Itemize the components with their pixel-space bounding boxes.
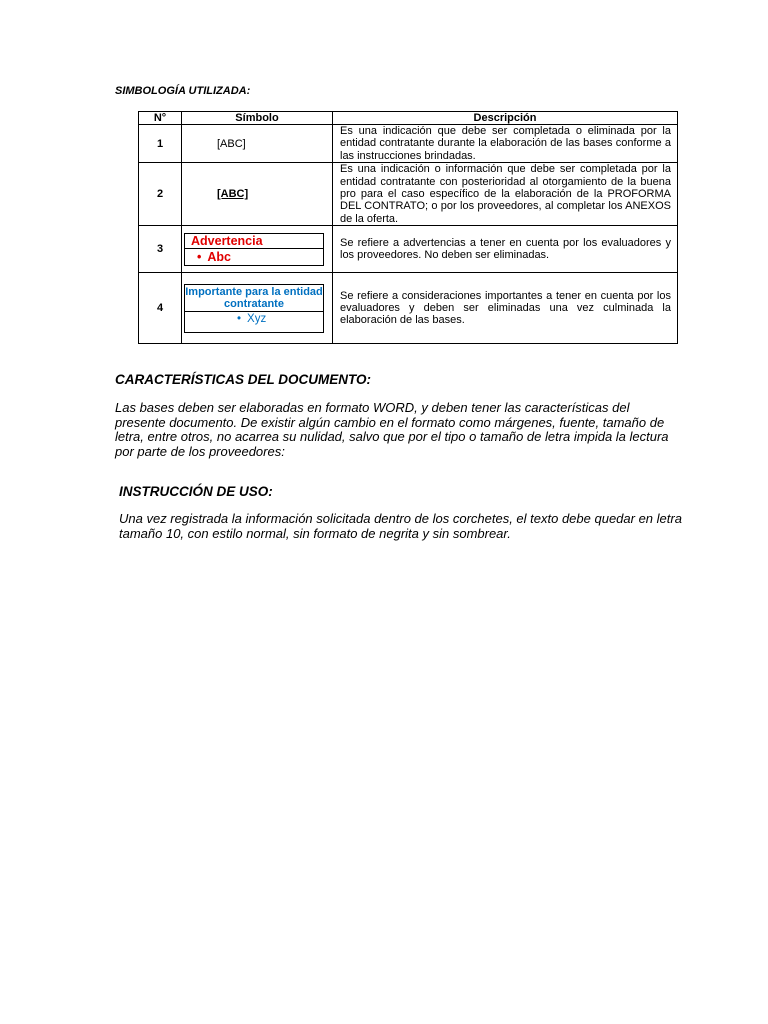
row-num: 2 [139,163,182,226]
advertencia-label: Advertencia [185,234,323,249]
header-num: N° [139,112,182,125]
advertencia-item-text: Abc [207,249,232,264]
importante-item-text: Xyz [247,312,267,325]
simbologia-title: SIMBOLOGÍA UTILIZADA: [115,85,251,97]
table-row [139,125,678,163]
symbol-abc-bold-underlined: [ABC] [182,163,333,226]
symbol-cell [182,226,333,273]
importante-item [185,312,323,332]
instruccion-title: INSTRUCCIÓN DE USO: [119,484,273,499]
importante-box [184,284,324,333]
table-header-row [139,112,678,125]
row-num: 4 [139,273,182,344]
table-row [139,273,678,344]
header-symbol: Símbolo [182,112,333,125]
caracteristicas-paragraph: Las bases deben ser elaboradas en formato WORD, y deben tener las características del presente documento. De existir algún cambio en el formato como márgenes, fuente, tamaño de letra, entre otros, no acarrea su nulidad, salvo que por el tipo o tamaño de letra impida la lectura por parte de los proveedores: [115,400,669,459]
advertencia-item [185,249,323,265]
symbology-table [138,111,678,344]
advertencia-box [184,233,324,266]
row-description: Es una indicación o información que debe ser completada por la entidad contratante con posterioridad al otorgamiento de la buena pro para el caso específico de la elaboración de la PROFORMA DEL CONTRATO; o por los proveedores, al completar los ANEXOS de la oferta. [333,163,678,226]
row-num: 3 [139,226,182,273]
importante-label: Importante para la entidad contratante [185,285,323,310]
table-row [139,226,678,273]
table-row [139,163,678,226]
row-description: Se refiere a consideraciones importantes a tener en cuenta por los evaluadores y deben ser eliminadas una vez culminada la elaboración de las bases. [333,273,678,344]
symbol-cell [182,273,333,344]
header-description: Descripción [333,112,678,125]
symbol-abc-plain: [ABC] [182,125,333,163]
row-description: Es una indicación que debe ser completada o eliminada por la entidad contratante durante la elaboración de las bases conforme a las instrucciones brindadas. [333,125,678,163]
bullet-icon: • [197,249,202,264]
bullet-icon: • [237,312,242,325]
row-num: 1 [139,125,182,163]
row-description: Se refiere a advertencias a tener en cuenta por los evaluadores y los proveedores. No deben ser eliminadas. [333,226,678,273]
caracteristicas-title: CARACTERÍSTICAS DEL DOCUMENTO: [115,372,372,387]
instruccion-paragraph: Una vez registrada la información solicitada dentro de los corchetes, el texto debe quedar en letra tamaño 10, con estilo normal, sin formato de negrita y sin sombrear. [119,511,682,541]
